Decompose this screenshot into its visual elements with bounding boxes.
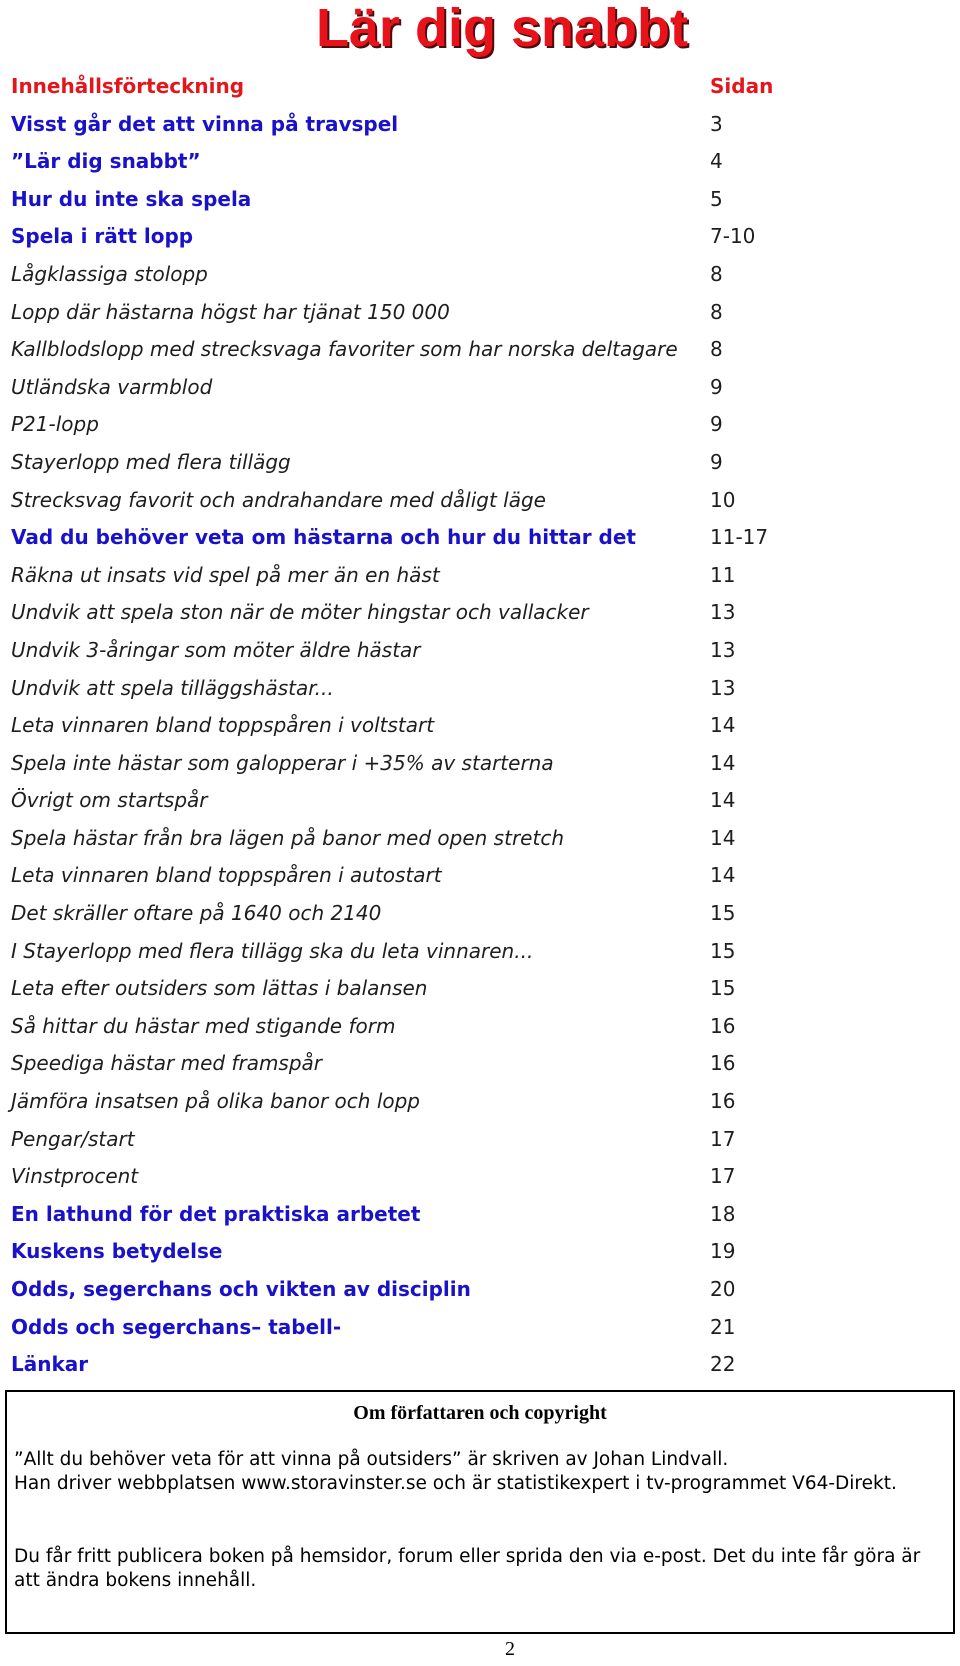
toc-item: [11, 218, 951, 256]
toc-item: [11, 745, 951, 783]
toc-item-page: 4: [710, 149, 723, 174]
toc-item-page: 5: [710, 186, 723, 211]
toc-item: [11, 1196, 951, 1234]
toc-item-page: 10: [710, 487, 736, 512]
toc-item-label: Spela i rätt lopp: [11, 224, 194, 249]
toc-item-page: 18: [710, 1201, 736, 1226]
toc-item-page: 3: [710, 111, 723, 136]
toc-item-label: ”Lär dig snabbt”: [11, 149, 201, 174]
toc-item-page: 14: [710, 750, 736, 775]
toc-heading: Innehållsförteckning: [11, 74, 245, 98]
toc-item-page: 9: [710, 412, 723, 437]
toc-item-page: 15: [710, 976, 736, 1001]
toc-item: [11, 782, 951, 820]
toc-item-page: 22: [710, 1352, 736, 1377]
toc-item-label: Visst går det att vinna på travspel: [11, 111, 399, 136]
toc-item: [11, 820, 951, 858]
toc-item-label: Räkna ut insats vid spel på mer än en häst: [11, 562, 440, 587]
toc-item: [11, 933, 951, 971]
toc-item: [11, 1233, 951, 1271]
toc-item-label: Utländska varmblod: [11, 374, 213, 399]
toc-item: [11, 1346, 951, 1384]
toc-item-label: Leta efter outsiders som lättas i balansen: [11, 976, 428, 1001]
toc-item-page: 8: [710, 261, 723, 286]
toc-item-page: 11-17: [710, 525, 769, 550]
copyright-title: Om författaren och copyright: [353, 1402, 607, 1424]
toc-item: [11, 970, 951, 1008]
toc-item-label: Undvik att spela ston när de möter hingstar och vallacker: [11, 600, 589, 625]
toc-header-row: [11, 68, 951, 106]
toc-item-page: 9: [710, 374, 723, 399]
toc-item: [11, 1045, 951, 1083]
toc-item-page: 17: [710, 1126, 736, 1151]
toc-item: [11, 256, 951, 294]
toc-item: [11, 106, 951, 144]
toc-item: [11, 1083, 951, 1121]
toc-item: [11, 294, 951, 332]
toc-item-label: Vad du behöver veta om hästarna och hur du hittar det: [11, 525, 636, 550]
toc-item-label: Länkar: [11, 1352, 89, 1377]
toc-item: [11, 1008, 951, 1046]
toc-item: [11, 143, 951, 181]
toc-item-label: Så hittar du hästar med stigande form: [11, 1013, 396, 1038]
toc-item-label: Lopp där hästarna högst har tjänat 150 000: [11, 299, 450, 324]
toc-item: [11, 1309, 951, 1347]
toc-item-page: 16: [710, 1051, 736, 1076]
toc-item-page: 21: [710, 1314, 736, 1339]
toc-item-page: 13: [710, 637, 736, 662]
toc-item: [11, 557, 951, 595]
toc-item-page: 8: [710, 299, 723, 324]
toc-item: [11, 369, 951, 407]
toc-item-page: 16: [710, 1013, 736, 1038]
toc-item-label: Spela hästar från bra lägen på banor med open stretch: [11, 825, 564, 850]
toc-item-page: 8: [710, 337, 723, 362]
toc-item: [11, 857, 951, 895]
copyright-box: [5, 1390, 955, 1634]
toc-item-page: 14: [710, 825, 736, 850]
toc-item-label: Undvik att spela tilläggshästar...: [11, 675, 334, 700]
toc-item-label: Kallblodslopp med strecksvaga favoriter som har norska deltagare: [11, 337, 678, 362]
toc-item: [11, 181, 951, 219]
toc-item-label: Lågklassiga stolopp: [11, 261, 208, 286]
toc-item-page: 16: [710, 1089, 736, 1114]
toc-item-label: Strecksvag favorit och andrahandare med dåligt läge: [11, 487, 546, 512]
toc-item-label: Kuskens betydelse: [11, 1239, 223, 1264]
toc-item-label: Leta vinnaren bland toppspåren i voltstart: [11, 713, 435, 738]
toc-item: [11, 1271, 951, 1309]
toc-item-label: Övrigt om startspår: [11, 788, 208, 813]
copyright-license-line: Du får fritt publicera boken på hemsidor, forum eller sprida den via e-post. Det du inte får göra är att ändra bokens innehåll.: [14, 1546, 921, 1591]
toc-item-page: 14: [710, 713, 736, 738]
copyright-website-line: Han driver webbplatsen www.storavinster.se och är statistikexpert i tv-programmet V64-Direkt.: [14, 1473, 897, 1494]
toc-item-label: Det skräller oftare på 1640 och 2140: [11, 901, 382, 926]
toc-item-label: Pengar/start: [11, 1126, 135, 1151]
toc-item-page: 7-10: [710, 224, 756, 249]
toc-item: [11, 331, 951, 369]
toc-item-page: 14: [710, 788, 736, 813]
toc-item-label: I Stayerlopp med flera tillägg ska du leta vinnaren...: [11, 938, 534, 963]
toc-item-page: 15: [710, 938, 736, 963]
toc-item-label: Odds, segerchans och vikten av disciplin: [11, 1277, 471, 1301]
toc-item-page: 15: [710, 901, 736, 926]
toc-item-label: Speediga hästar med framspår: [11, 1051, 323, 1076]
toc-item: [11, 632, 951, 670]
toc-item-page: 13: [710, 675, 736, 700]
toc-item-label: Hur du inte ska spela: [11, 186, 252, 211]
toc-item: [11, 406, 951, 444]
toc-item: [11, 482, 951, 520]
toc-item: [11, 895, 951, 933]
toc-item: [11, 1121, 951, 1159]
toc-item-label: Vinstprocent: [11, 1164, 139, 1189]
toc-item: [11, 1158, 951, 1196]
toc-item-label: P21-lopp: [11, 412, 99, 437]
toc-item-label: Leta vinnaren bland toppspåren i autostart: [11, 863, 442, 888]
toc-item-page: 17: [710, 1164, 736, 1189]
toc-item-page: 9: [710, 449, 723, 474]
toc-item-label: Undvik 3-åringar som möter äldre hästar: [11, 637, 421, 662]
toc-item: [11, 670, 951, 708]
document-title: Lär dig snabbt: [316, 0, 689, 58]
toc-item: [11, 444, 951, 482]
page-number: 2: [505, 1638, 515, 1660]
toc-item: [11, 707, 951, 745]
toc-page-heading: Sidan: [710, 74, 774, 98]
toc-item-label: En lathund för det praktiska arbetet: [11, 1201, 421, 1226]
table-of-contents: [11, 68, 951, 1384]
toc-item-page: 11: [710, 562, 736, 587]
copyright-author-line: ”Allt du behöver veta för att vinna på outsiders” är skriven av Johan Lindvall.: [14, 1449, 729, 1470]
toc-item: [11, 519, 951, 557]
toc-item-label: Jämföra insatsen på olika banor och lopp: [11, 1089, 421, 1114]
toc-item-page: 19: [710, 1239, 736, 1264]
toc-item-page: 14: [710, 863, 736, 888]
toc-item-label: Odds och segerchans– tabell-: [11, 1314, 342, 1339]
toc-item-label: Spela inte hästar som galopperar i +35% av starterna: [11, 750, 554, 775]
toc-item-page: 13: [710, 600, 736, 625]
toc-item: [11, 594, 951, 632]
toc-item-page: 20: [710, 1277, 736, 1301]
toc-item-label: Stayerlopp med flera tillägg: [11, 449, 291, 474]
